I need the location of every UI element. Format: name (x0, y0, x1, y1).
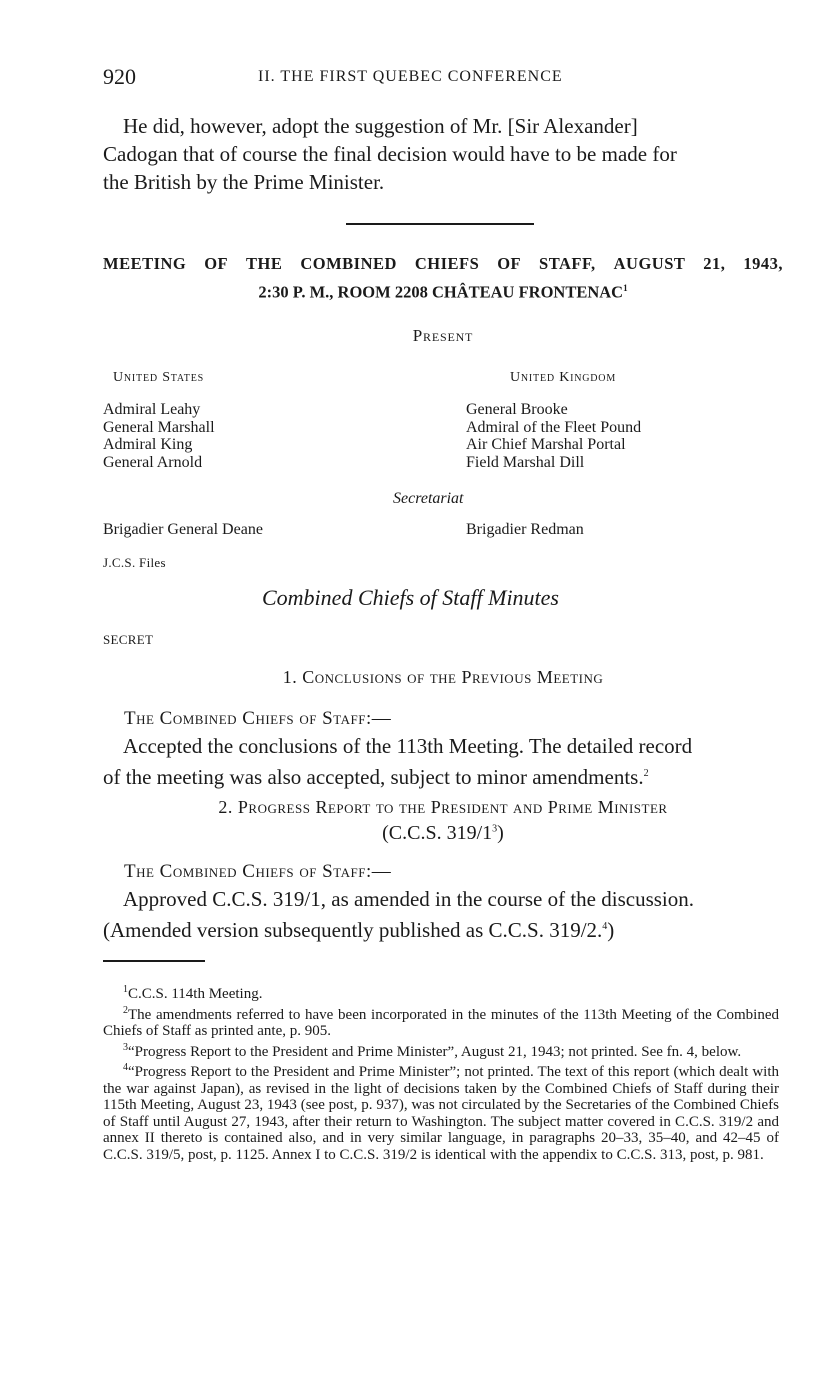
member-name: General Marshall (103, 418, 215, 436)
section-1-actor: The Combined Chiefs of Staff:— (124, 708, 392, 729)
section-1-line-2-text: of the meeting was also accepted, subject to minor amendments. (103, 765, 644, 789)
footnote-2 (103, 1003, 779, 1040)
member-name: General Arnold (103, 453, 203, 471)
footnote-text: C.C.S. 114th Meeting. (128, 986, 263, 1002)
section-1-heading: 1. Conclusions of the Previous Meeting (282, 667, 604, 687)
section-1-text (103, 732, 783, 791)
meeting-time-place: 2:30 P. M., ROOM 2208 CHÂTEAU FRONTENAC (258, 282, 624, 302)
us-heading: United States (113, 370, 204, 385)
member-name: Admiral Leahy (103, 401, 201, 418)
us-secretary: Brigadier General Deane (103, 521, 263, 538)
intro-line-2: Cadogan that of course the final decision would have to be made for (103, 142, 677, 166)
footnote-text: The amendments referred to have been incorporated in the minutes of the 113th Meeting of the Combined Chiefs of Staff as printed ante, p. 905. (103, 1006, 779, 1039)
classification-label: SECRET (103, 632, 154, 647)
footnote-marker: 4 (123, 1062, 128, 1073)
us-members (103, 401, 215, 471)
footnote-ref: 3 (492, 823, 498, 835)
close-paren: ) (607, 918, 615, 942)
title-word: 21, (703, 254, 726, 273)
title-word: THE (246, 254, 283, 273)
title-word: 1943, (743, 254, 783, 273)
footnote-ref: 2 (643, 768, 649, 779)
member-name: Admiral of the Fleet Pound (466, 418, 642, 436)
section-2-text (103, 885, 783, 944)
intro-line-1: He did, however, adopt the suggestion of Mr. [Sir Alexander] (123, 114, 638, 138)
footnote-text: “Progress Report to the President and Prime Minister”, August 21, 1943; not printed. See fn. 4, below. (128, 1043, 742, 1060)
meeting-title-line-1 (103, 252, 783, 276)
member-name: Admiral King (103, 436, 193, 453)
section-2-heading-line-1: 2. Progress Report to the President and Prime Minister (218, 797, 668, 817)
source-note: J.C.S. Files (103, 555, 166, 570)
member-name: General Brooke (466, 401, 568, 418)
section-2-heading-line-2 (103, 822, 783, 845)
footnote-marker: 2 (123, 1004, 128, 1016)
footnote-marker: 1 (123, 984, 128, 995)
section-divider (346, 223, 534, 225)
title-word: MEETING (103, 254, 187, 273)
footnotes (103, 982, 779, 1163)
footnote-text: “Progress Report to the President and Prime Minister”; not printed. The text of this report (which dealt with the war against Japan), as revised in the light of decisions taken by the Combined Chiefs of Staff during their 115th Meeting, August 23, 1943 (see post, p. 937), was not circulated by the Secretaries of the Combined Chiefs of Staff until August 27, 1943, after their return to Washington. The subject matter covered in C.C.S. 319/2 and annex II thereto is contained also, and in very similar language, in paragraphs 20–33, 35–40, and 42–45 of C.C.S. 319/5, post, p. 1125. Annex I to C.C.S. 319/2 is identical with the appendix to C.C.S. 313, post, p. 981. (103, 1064, 779, 1163)
section-2-line-1: Approved C.C.S. 319/1, as amended in the course of the discussion. (123, 887, 694, 911)
secretariat-heading: Secretariat (393, 490, 464, 507)
title-word: CHIEFS (414, 254, 480, 273)
present-heading: Present (412, 326, 474, 345)
footnote-ref: 1 (623, 283, 628, 293)
running-title: II. THE FIRST QUEBEC CONFERENCE (258, 68, 563, 85)
meeting-title-line-2 (103, 276, 783, 305)
uk-secretary: Brigadier Redman (466, 521, 584, 538)
intro-paragraph (103, 112, 783, 196)
section-1-line-1: Accepted the conclusions of the 113th Meeting. The detailed record (123, 734, 693, 758)
member-name: Field Marshal Dill (466, 453, 585, 471)
footnote-divider (103, 960, 205, 962)
intro-line-3: the British by the Prime Minister. (103, 170, 385, 194)
meeting-heading (103, 252, 783, 305)
footnote-marker: 3 (123, 1041, 128, 1053)
section-2-actor: The Combined Chiefs of Staff:— (124, 861, 392, 882)
title-word: OF (204, 254, 229, 273)
section-2-line-2-text: (Amended version subsequently published as C.C.S. 319/2. (103, 918, 603, 942)
minutes-title: Combined Chiefs of Staff Minutes (262, 585, 559, 610)
footnote-ref: 4 (602, 921, 608, 932)
footnote-1 (103, 982, 779, 1003)
footnote-4 (103, 1060, 779, 1163)
section-2-line-2 (103, 913, 783, 944)
title-word: AUGUST (613, 254, 686, 273)
uk-members (466, 401, 641, 471)
document-ref: (C.C.S. 319/1 (382, 822, 493, 844)
member-name: Air Chief Marshal Portal (466, 436, 626, 453)
uk-heading: United Kingdom (510, 370, 617, 385)
footnote-3 (103, 1040, 779, 1061)
title-word: COMBINED (300, 254, 397, 273)
title-word: STAFF, (539, 254, 596, 273)
section-1-line-2 (103, 760, 783, 791)
page-number: 920 (103, 64, 136, 89)
close-paren: ) (497, 822, 504, 844)
title-word: OF (497, 254, 522, 273)
